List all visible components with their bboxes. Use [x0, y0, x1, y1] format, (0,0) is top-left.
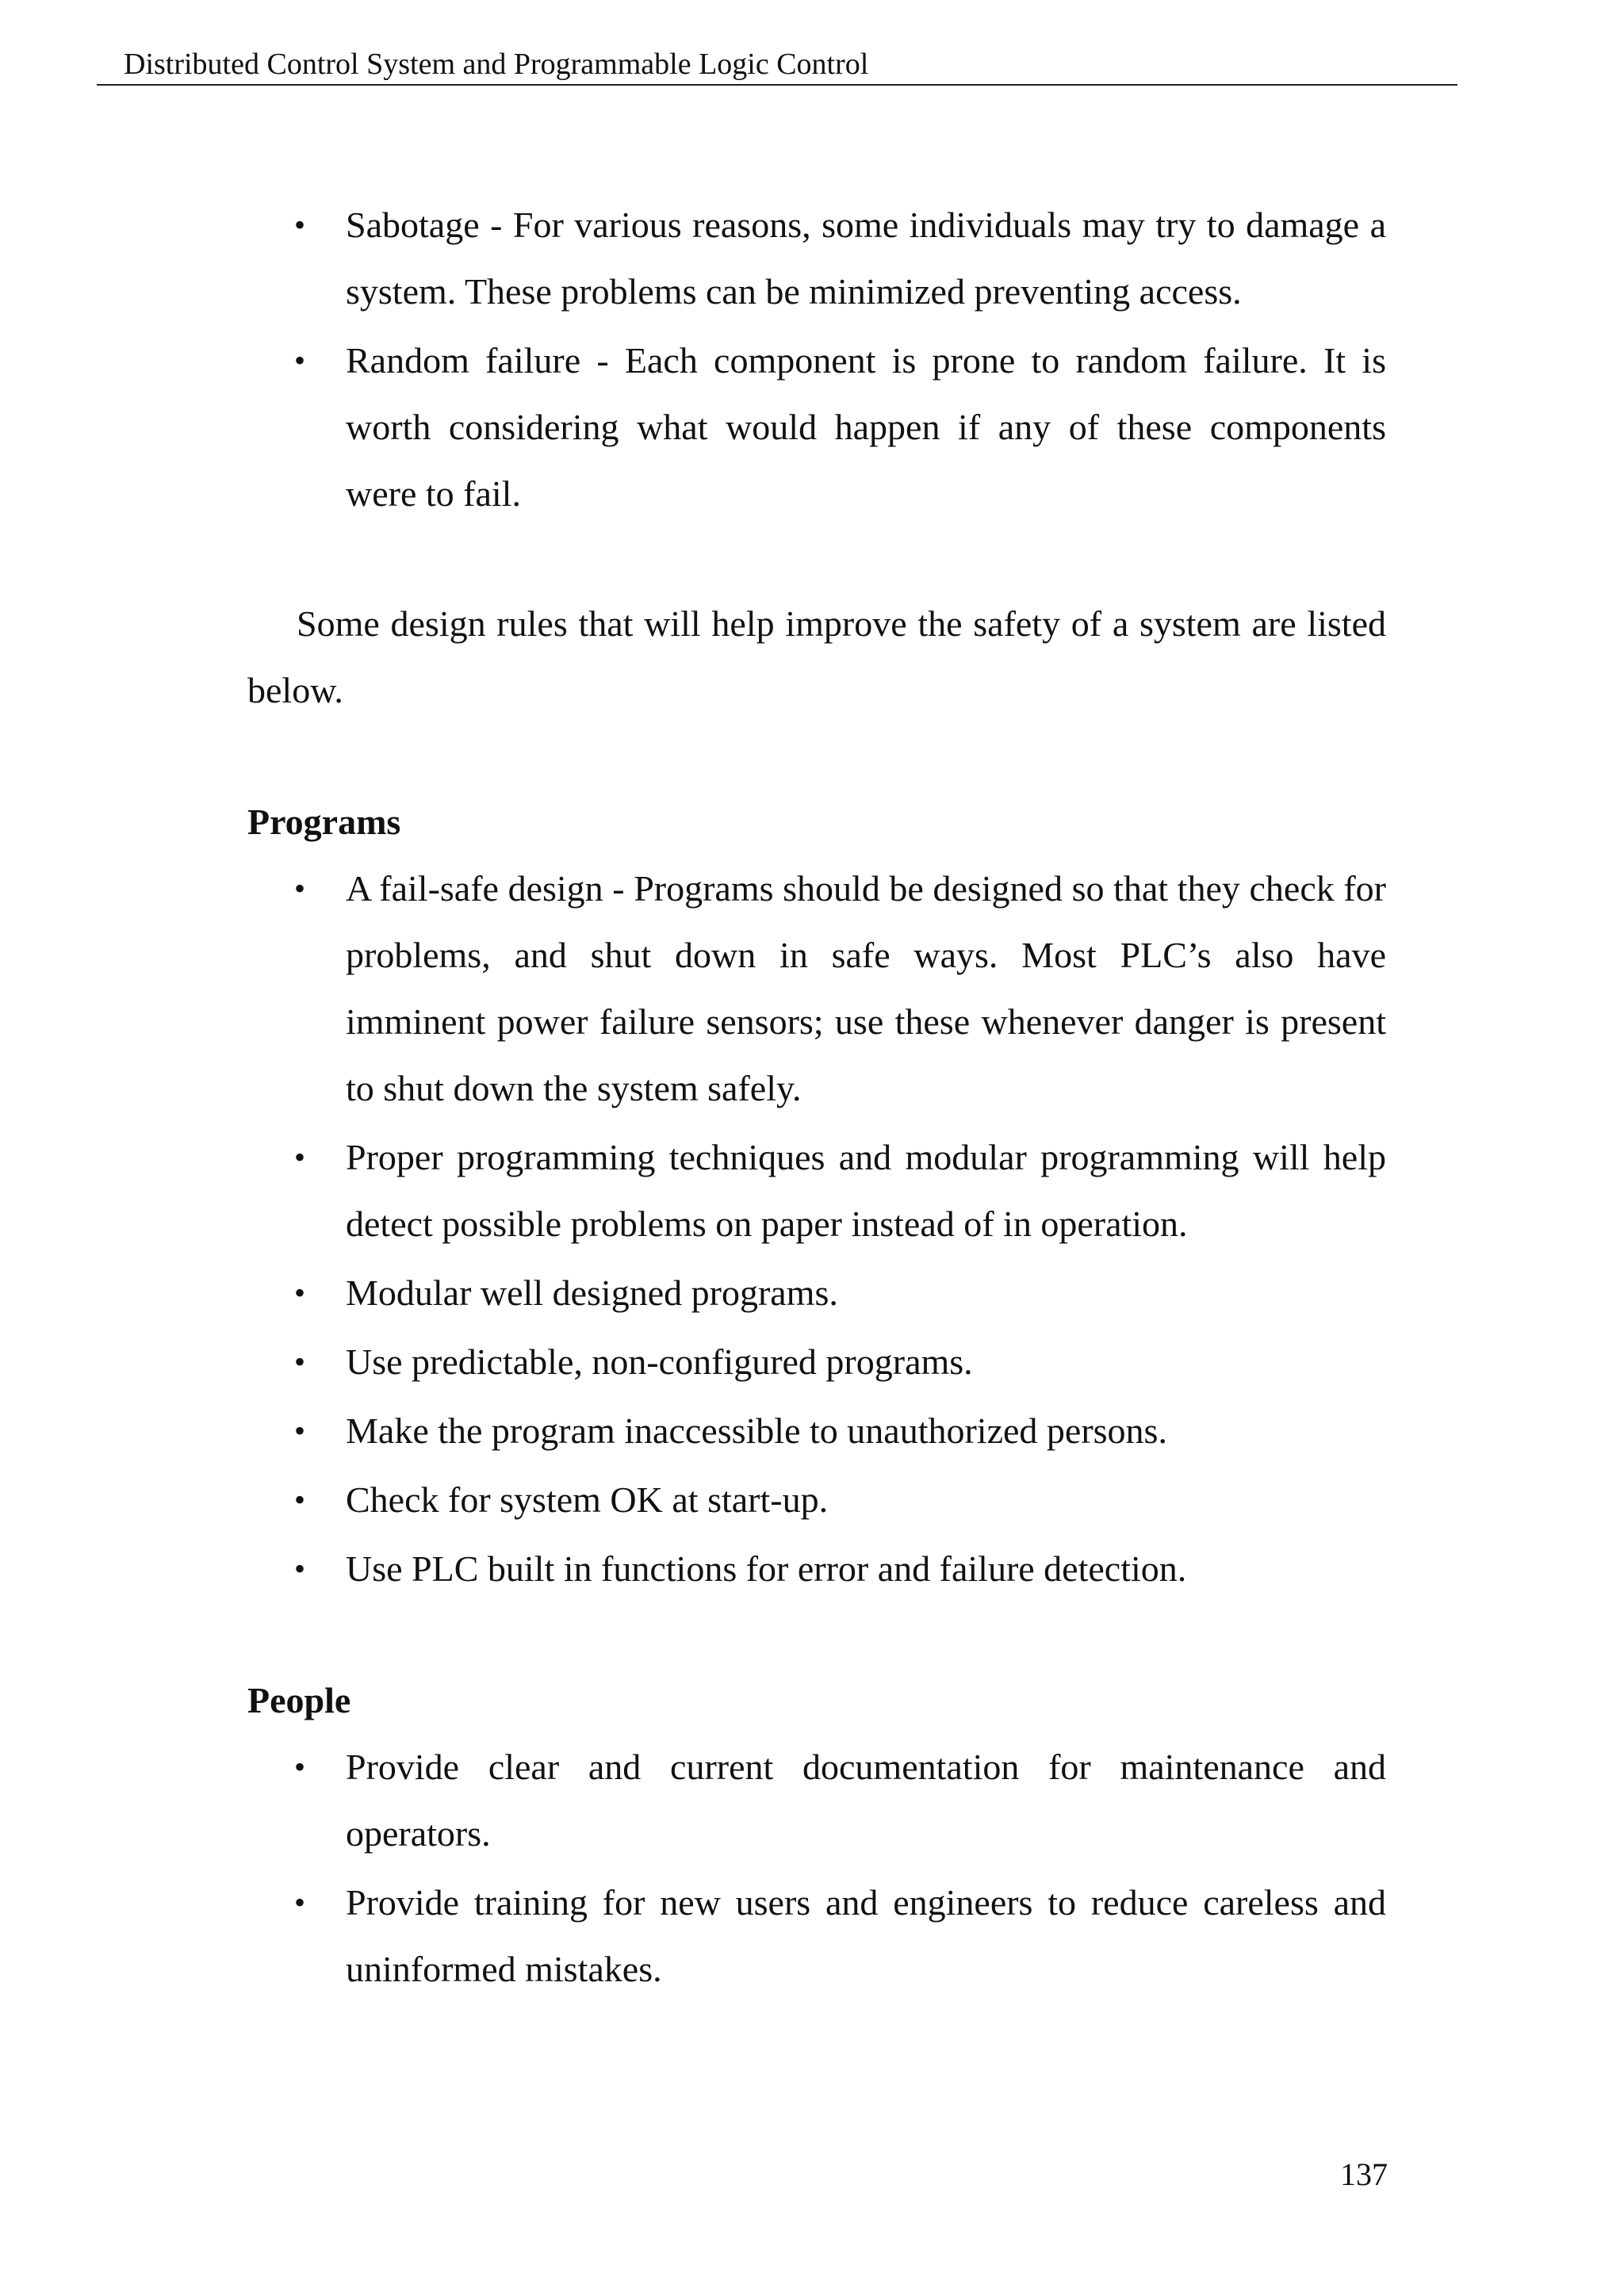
list-item — [247, 1124, 1386, 1257]
list-item-text: Check for system OK at start-up. — [346, 1479, 829, 1520]
programs-bullet-list — [247, 855, 1386, 1602]
list-item-text: A fail-safe design - Programs should be designed so that they check for problems, and shut down in safe ways. Most PLC’s also have imminent power failure sensors; use these whenever danger is present to shut down the system safely. — [346, 868, 1386, 1108]
list-item — [247, 192, 1386, 325]
running-header — [97, 44, 1457, 86]
running-header-title: Distributed Control System and Programmable Logic Control — [124, 48, 869, 81]
page-body — [247, 192, 1386, 2005]
list-item — [247, 1398, 1386, 1464]
list-item — [247, 1260, 1386, 1326]
programs-heading: Programs — [247, 802, 401, 842]
list-item — [247, 1329, 1386, 1395]
people-bullet-list — [247, 1734, 1386, 2003]
list-item — [247, 327, 1386, 527]
bullet-icon: • — [294, 1139, 306, 1175]
list-item — [247, 1536, 1386, 1602]
list-item — [247, 855, 1386, 1122]
design-rules-paragraph: Some design rules that will help improve the safety of a system are listed below. — [247, 603, 1386, 710]
list-item-text: Sabotage - For various reasons, some individuals may try to damage a system. These problems can be minimized preventing access. — [346, 205, 1386, 312]
list-item — [247, 1467, 1386, 1533]
bullet-icon: • — [294, 1413, 306, 1448]
bullet-icon: • — [294, 1749, 306, 1785]
list-item-text: Provide clear and current documentation for maintenance and operators. — [346, 1747, 1386, 1854]
bullet-icon: • — [294, 1482, 306, 1517]
list-item-text: Random failure - Each component is prone to random failure. It is worth considering what would happen if any of these components were to fail. — [346, 340, 1386, 514]
list-item-text: Use predictable, non-configured programs. — [346, 1341, 973, 1382]
intro-bullet-list — [247, 192, 1386, 527]
list-item-text: Modular well designed programs. — [346, 1272, 838, 1313]
bullet-icon: • — [294, 342, 306, 378]
bullet-icon: • — [294, 1551, 306, 1586]
people-heading: People — [247, 1680, 351, 1720]
bullet-icon: • — [294, 1885, 306, 1920]
bullet-icon: • — [294, 1275, 306, 1311]
list-item-text: Proper programming techniques and modular programming will help detect possible problems on paper instead of in operation. — [346, 1137, 1386, 1244]
list-item-text: Provide training for new users and engineers to reduce careless and uninformed mistakes. — [346, 1882, 1386, 1989]
list-item — [247, 1869, 1386, 2003]
list-item — [247, 1734, 1386, 1867]
list-item-text: Use PLC built in functions for error and failure detection. — [346, 1548, 1187, 1589]
page-number: 137 — [1340, 2156, 1388, 2192]
bullet-icon: • — [294, 1344, 306, 1380]
bullet-icon: • — [294, 207, 306, 243]
bullet-icon: • — [294, 871, 306, 906]
list-item-text: Make the program inaccessible to unauthorized persons. — [346, 1410, 1167, 1451]
